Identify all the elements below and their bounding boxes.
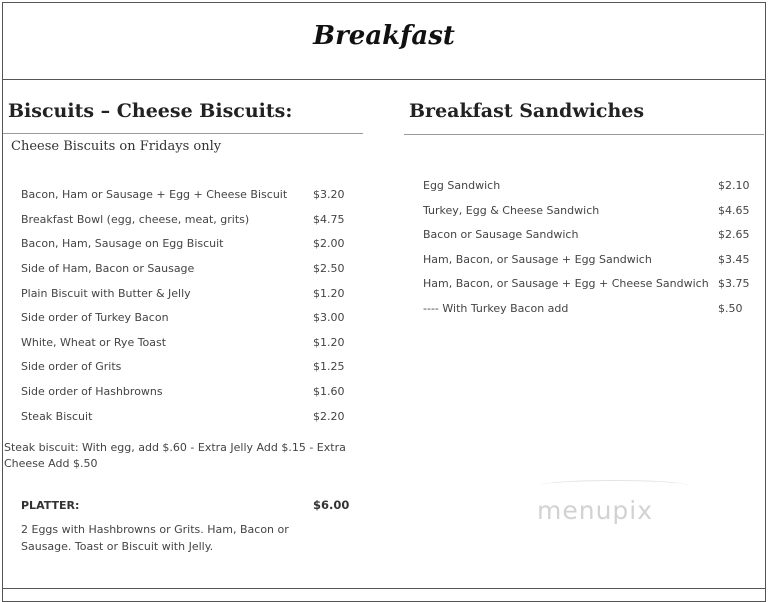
sandwich-item-price: $3.45: [718, 253, 750, 266]
biscuit-item-name: Side of Ham, Bacon or Sausage: [21, 262, 195, 275]
biscuit-item-price: $2.20: [313, 410, 345, 423]
menu-header: [3, 3, 765, 80]
sandwich-item-price: $4.65: [718, 204, 750, 217]
biscuit-item-name: Side order of Turkey Bacon: [21, 311, 169, 324]
sandwich-item-name: Ham, Bacon, or Sausage + Egg Sandwich: [423, 253, 652, 266]
menupix-watermark: menupix: [537, 496, 654, 525]
biscuit-item-price: $3.00: [313, 311, 345, 324]
biscuit-item-name: Bacon, Ham, Sausage on Egg Biscuit: [21, 237, 224, 250]
sandwiches-divider: [404, 134, 764, 135]
biscuit-item-price: $3.20: [313, 188, 345, 201]
biscuit-item-price: $1.20: [313, 336, 345, 349]
sandwich-item-price: $2.10: [718, 179, 750, 192]
biscuits-divider: [3, 133, 363, 134]
biscuit-item-name: Side order of Grits: [21, 360, 122, 373]
sandwich-item-name: Bacon or Sausage Sandwich: [423, 228, 579, 241]
biscuit-item-price: $2.00: [313, 237, 345, 250]
platter-description: 2 Eggs with Hashbrowns or Grits. Ham, Bacon or Sausage. Toast or Biscuit with Jelly.: [21, 523, 289, 553]
sandwiches-heading: Breakfast Sandwiches: [409, 100, 645, 122]
biscuit-item-price: $1.20: [313, 287, 345, 300]
biscuit-item-name: Steak Biscuit: [21, 410, 93, 423]
watermark-arc: [540, 480, 688, 491]
biscuit-item-price: $1.60: [313, 385, 345, 398]
sandwich-item-price: $3.75: [718, 277, 750, 290]
biscuit-item-price: $4.75: [313, 213, 345, 226]
page-title: Breakfast: [313, 21, 455, 51]
biscuit-item-price: $2.50: [313, 262, 345, 275]
biscuit-item-name: Breakfast Bowl (egg, cheese, meat, grits): [21, 213, 250, 226]
platter-price: $6.00: [313, 498, 350, 512]
biscuit-item-price: $1.25: [313, 360, 345, 373]
biscuits-heading: Biscuits – Cheese Biscuits:: [8, 100, 293, 122]
sandwich-item-price: $.50: [718, 302, 743, 315]
sandwich-item-price: $2.65: [718, 228, 750, 241]
bottom-divider: [2, 588, 766, 589]
biscuit-item-name: Plain Biscuit with Butter & Jelly: [21, 287, 191, 300]
platter-label: PLATTER:: [21, 499, 80, 512]
sandwich-item-name: Ham, Bacon, or Sausage + Egg + Cheese Sandwich: [423, 277, 709, 290]
biscuit-item-name: White, Wheat or Rye Toast: [21, 336, 167, 349]
sandwich-item-name: Egg Sandwich: [423, 179, 501, 192]
biscuits-subtitle: Cheese Biscuits on Fridays only: [11, 139, 222, 154]
biscuits-note: Steak biscuit: With egg, add $.60 - Extra Jelly Add $.15 - Extra Cheese Add $.50: [4, 441, 346, 470]
biscuit-item-name: Bacon, Ham or Sausage + Egg + Cheese Biscuit: [21, 188, 288, 201]
sandwich-item-name: Turkey, Egg & Cheese Sandwich: [423, 204, 600, 217]
sandwich-item-name: ---- With Turkey Bacon add: [423, 302, 569, 315]
biscuit-item-name: Side order of Hashbrowns: [21, 385, 163, 398]
